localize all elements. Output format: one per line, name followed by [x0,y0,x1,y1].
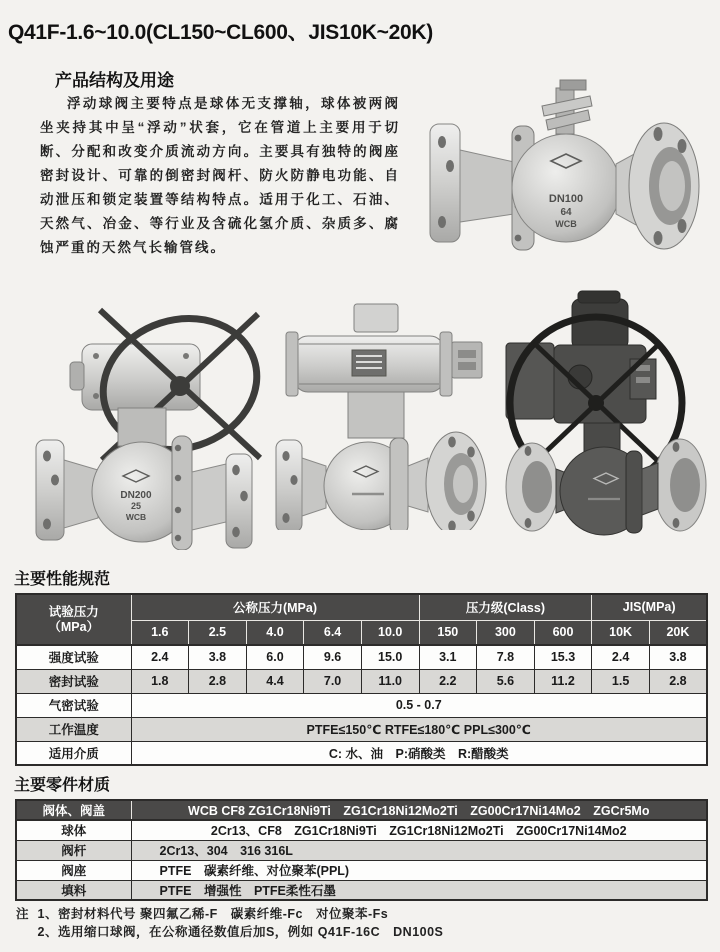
left-flange [506,443,558,531]
perf-row-seal-test [16,669,707,693]
mat-row-label: 填料 [16,880,131,900]
body-marking-pn: 25 [130,501,142,511]
perf-value: 7.8 [477,645,535,669]
left-neck [460,150,514,222]
photo-pneumatic-ball-valve [272,298,492,530]
perf-col: 2.5 [189,620,247,645]
mat-row-label: 球体 [16,820,131,840]
right-flange [629,123,699,249]
left-neck [302,458,326,516]
electric-valve-illustration [488,285,718,547]
perf-row-applicable-media [16,741,707,765]
page-title: Q41F-1.6~10.0(CL150~CL600、JIS10K~20K) [8,21,433,44]
body-marking-dn: DN100 [548,193,584,205]
perf-col: 150 [419,620,477,645]
perf-value: 15.0 [361,645,419,669]
perf-group-nominal-pressure: 公称压力(MPa) [131,594,419,620]
perf-value: 2.8 [189,669,247,693]
perf-value: 4.4 [246,669,304,693]
perf-value: 6.0 [246,645,304,669]
perf-row-air-test [16,693,707,717]
perf-row-label: 密封试验 [16,669,131,693]
perf-value: 1.5 [592,669,650,693]
perf-row-label: 强度试验 [16,645,131,669]
footnote-item: 1、密封材料代号 聚四氟乙稀-F 碳素纤维-Fc 对位聚苯-Fs [37,907,389,921]
perf-col: 4.0 [246,620,304,645]
performance-table [15,593,708,766]
mat-row-value: PTFE 增强性 PTFE柔性石墨 [131,880,707,900]
mat-row-value: 2Cr13、304 316 316L [131,840,707,860]
perf-value: 3.1 [419,645,477,669]
mat-row-value: PTFE 碳素纤维、对位聚苯(PPL) [131,860,707,880]
perf-row-working-temperature [16,717,707,741]
perf-row-strength-test [16,645,707,669]
perf-row-label: 适用介质 [16,741,131,765]
mat-row-value: WCB CF8 ZG1Cr18Ni9Ti ZG1Cr18Ni12Mo2Ti ZG00Cr17Ni14Mo2 ZGCr5Mo [131,800,707,820]
photo-flanged-ball-valve [420,62,710,290]
left-flange [276,440,302,530]
intro-paragraph: 浮动球阀主要特点是球体无支撑轴，球体被两阀坐夹持其中呈“浮动”状套，它在管道上主要用于切断、分配和改变介质流动方向。主要具有独特的阀座密封设计、可靠的倒密封阀杆、防火防静电功能、自动泄压和锁定装置等结构特点。适用于化工、石油、天然气、冶金、等行业及含硫化氢介质、杂质多、腐蚀严重的天然气长输管线。 [40,96,400,255]
perf-value: 11.2 [534,669,592,693]
valve-stem [542,80,592,134]
body-marking-dn: DN200 [120,490,152,501]
body-marking-pn: 64 [560,207,572,218]
perf-row-label: 气密试验 [16,693,131,717]
mat-row-label: 阀座 [16,860,131,880]
valve-body [512,134,620,242]
right-flange [226,454,252,548]
footnote-item: 2、选用缩口球阀，在公称通径数值后加S，例如 Q41F-16C DN100S [37,924,444,939]
body-marking-material: WCB [555,219,577,229]
pneumatic-actuator [286,332,452,396]
right-flange [654,439,706,531]
gear-operated-valve-illustration [30,292,265,550]
perf-col: 10K [592,620,650,645]
perf-span-value: 0.5 - 0.7 [131,693,707,717]
solenoid-box [452,342,482,378]
perf-group-class: 压力级(Class) [419,594,592,620]
footnotes [16,906,706,941]
perf-value: 3.8 [189,645,247,669]
pneumatic-valve-illustration [272,298,492,530]
mat-row-ball [16,820,707,840]
mat-row-label: 阀体、阀盖 [16,800,131,820]
mat-row-packing [16,880,707,900]
perf-value: 9.6 [304,645,362,669]
limit-switch-box [354,304,398,332]
perf-row-label: 工作温度 [16,717,131,741]
photo-gear-operated-ball-valve [30,292,265,550]
mat-row-seat [16,860,707,880]
photo-electric-ball-valve [488,285,718,547]
perf-value: 5.6 [477,669,535,693]
perf-value: 11.0 [361,669,419,693]
mat-row-body-bonnet [16,800,707,820]
left-flange [36,440,64,540]
perf-col: 10.0 [361,620,419,645]
perf-value: 2.2 [419,669,477,693]
electric-actuator [554,291,656,423]
perf-value: 7.0 [304,669,362,693]
perf-col: 600 [534,620,592,645]
footnote-prefix: 注 [16,907,29,921]
right-neck [192,464,226,530]
flanged-ball-valve-illustration [420,62,710,290]
materials-heading: 主要零件材质 [14,777,111,794]
footnote-list [38,906,444,941]
perf-group-jis: JIS(MPa) [592,594,707,620]
perf-col: 20K [649,620,707,645]
perf-corner-line1: 试验压力 [48,604,99,619]
perf-corner-cell [16,594,131,645]
mat-row-label: 阀杆 [16,840,131,860]
body-joint-flange [626,451,642,533]
mounting-bracket [348,392,404,438]
right-neck [408,458,428,512]
perf-corner-line2: （MPa） [48,619,100,634]
mounting-yoke [118,408,166,446]
perf-span-value: C: 水、油 P:硝酸类 R:醋酸类 [131,741,707,765]
perf-value: 2.4 [592,645,650,669]
intro-heading: 产品结构及用途 [55,71,174,90]
perf-col: 1.6 [131,620,189,645]
body-joint-flange [390,438,408,530]
left-flange [430,124,460,242]
perf-value: 2.8 [649,669,707,693]
right-neck [642,463,658,515]
perf-value: 3.8 [649,645,707,669]
body-marking-material: WCB [125,512,147,522]
materials-table [15,799,708,901]
perf-col: 6.4 [304,620,362,645]
perf-value: 1.8 [131,669,189,693]
mat-row-value: 2Cr13、CF8 ZG1Cr18Ni9Ti ZG1Cr18Ni12Mo2Ti ZG00Cr17Ni14Mo2 [131,820,707,840]
body-joint-flange [172,436,192,550]
perf-span-value: PTFE≤150℃ RTFE≤180℃ PPL≤300℃ [131,717,707,741]
perf-value: 2.4 [131,645,189,669]
performance-heading: 主要性能规范 [14,571,111,588]
perf-col: 300 [477,620,535,645]
mat-row-stem [16,840,707,860]
perf-value: 15.3 [534,645,592,669]
perf-header-groups [16,594,707,620]
right-flange [426,432,486,530]
